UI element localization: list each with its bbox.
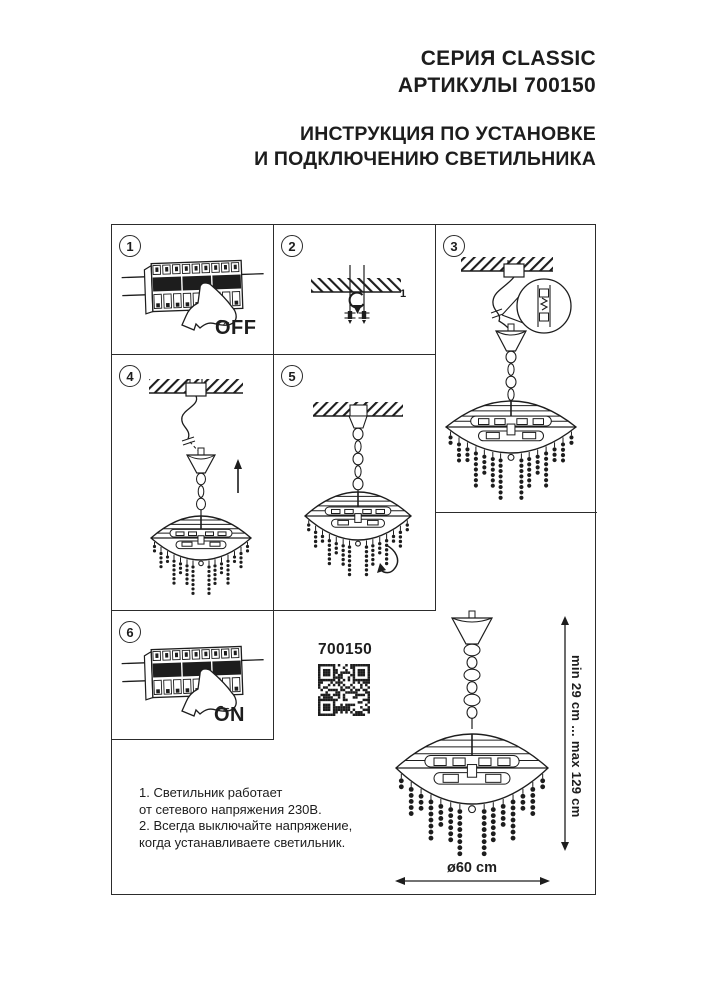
article-number: АРТИКУЛЫ 700150 bbox=[397, 74, 596, 97]
instruction-title bbox=[254, 122, 596, 172]
note-line: от сетевого напряжения 230В. bbox=[139, 801, 322, 817]
step-panel-4 bbox=[112, 355, 274, 611]
step-panel-5 bbox=[274, 355, 436, 611]
height-dimension-label: min 29 cm ... max 129 cm bbox=[569, 655, 584, 818]
step-number-badge: 6 bbox=[119, 621, 141, 643]
step-panel-2 bbox=[274, 225, 436, 355]
safety-notes bbox=[139, 785, 352, 851]
power-off-label: OFF bbox=[215, 317, 257, 339]
title-line-2: И ПОДКЛЮЧЕНИЮ СВЕТИЛЬНИКА bbox=[254, 148, 596, 170]
step-number-badge: 1 bbox=[119, 235, 141, 257]
lift-chandelier-illustration bbox=[112, 355, 272, 609]
step-number-badge: 5 bbox=[281, 365, 303, 387]
part-label: 1 bbox=[400, 288, 407, 300]
dimension-drawing bbox=[382, 610, 597, 892]
qr-code bbox=[318, 664, 370, 716]
step-panel-3 bbox=[436, 225, 597, 513]
step-panel-6 bbox=[112, 611, 274, 740]
note-line: 2. Всегда выключайте напряжение, bbox=[139, 818, 353, 833]
step-number-badge: 2 bbox=[281, 235, 303, 257]
wire-connection-illustration bbox=[436, 225, 596, 511]
product-header bbox=[398, 45, 596, 99]
step-number-badge: 4 bbox=[119, 365, 141, 387]
title-line-1: ИНСТРУКЦИЯ ПО УСТАНОВКЕ bbox=[299, 123, 596, 145]
series-name: СЕРИЯ CLASSIC bbox=[420, 47, 596, 70]
note-line: 1. Светильник работает bbox=[139, 785, 283, 800]
power-on-label: ON bbox=[214, 704, 245, 726]
step-panel-1 bbox=[112, 225, 274, 355]
diameter-dimension-label: ø60 cm bbox=[447, 860, 497, 876]
product-code: 700150 bbox=[318, 641, 373, 658]
mounted-chandelier-illustration bbox=[274, 355, 434, 609]
note-line: когда устанавливаете светильник. bbox=[139, 834, 346, 850]
steps-grid bbox=[111, 224, 596, 895]
step-number-badge: 3 bbox=[443, 235, 465, 257]
